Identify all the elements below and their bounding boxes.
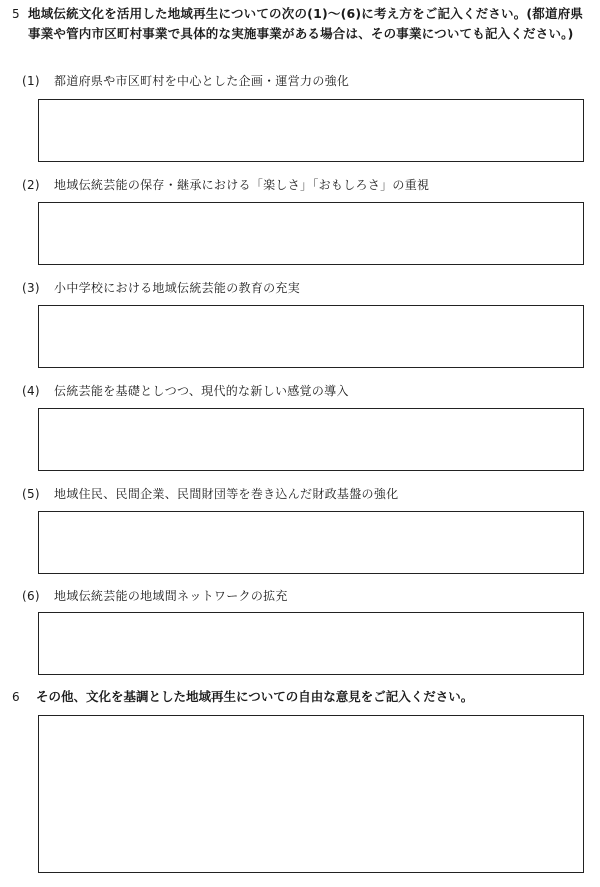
q5-item-1-text: 都道府県や市区町村を中心とした企画・運営力の強化 — [54, 74, 350, 88]
q5-number: 5 — [12, 7, 20, 21]
q5-item-1-label — [22, 72, 349, 89]
q5-item-5-label — [22, 485, 398, 502]
q5-item-6-number: (6) — [22, 589, 40, 603]
q5-item-3-label — [22, 279, 300, 296]
q6-question-text: その他、文化を基調とした地域再生についての自由な意見をご記入ください。 — [36, 689, 474, 704]
q5-item-6-label — [22, 587, 288, 604]
q5-item-3-number: (3) — [22, 281, 40, 295]
q5-item-4-number: (4) — [22, 384, 40, 398]
q5-item-3-answer-box[interactable] — [38, 305, 584, 368]
q5-item-1-number: (1) — [22, 74, 40, 88]
q5-item-5-number: (5) — [22, 487, 40, 501]
q5-item-2-answer-box[interactable] — [38, 202, 584, 265]
q5-item-2-number: (2) — [22, 178, 40, 192]
q5-item-5-answer-box[interactable] — [38, 511, 584, 574]
q5-item-3-text: 小中学校における地域伝統芸能の教育の充実 — [54, 281, 301, 295]
q5-item-4-text: 伝統芸能を基礎としつつ、現代的な新しい感覚の導入 — [54, 384, 349, 398]
q6-answer-box[interactable] — [38, 715, 584, 873]
q5-item-6-answer-box[interactable] — [38, 612, 584, 675]
q5-item-4-answer-box[interactable] — [38, 408, 584, 471]
q5-item-2-text: 地域伝統芸能の保存・継承における「楽しさ」「おもしろさ」の重視 — [54, 178, 430, 192]
q5-item-2-label — [22, 176, 429, 193]
q5-item-1-answer-box[interactable] — [38, 99, 584, 162]
q5-item-6-text: 地域伝統芸能の地域間ネットワークの拡充 — [54, 589, 288, 603]
q5-question-text: 地域伝統文化を活用した地域再生についての次の(1)～(6)に考え方をご記入ください。(都道府県事業や管内市区町村事業で具体的な実施事業がある場合は、その事業についても記入ください。) — [28, 6, 584, 41]
q5-item-5-text: 地域住民、民間企業、民間財団等を巻き込んだ財政基盤の強化 — [54, 487, 399, 501]
q6-number: 6 — [12, 690, 20, 704]
q5-item-4-label — [22, 382, 349, 399]
